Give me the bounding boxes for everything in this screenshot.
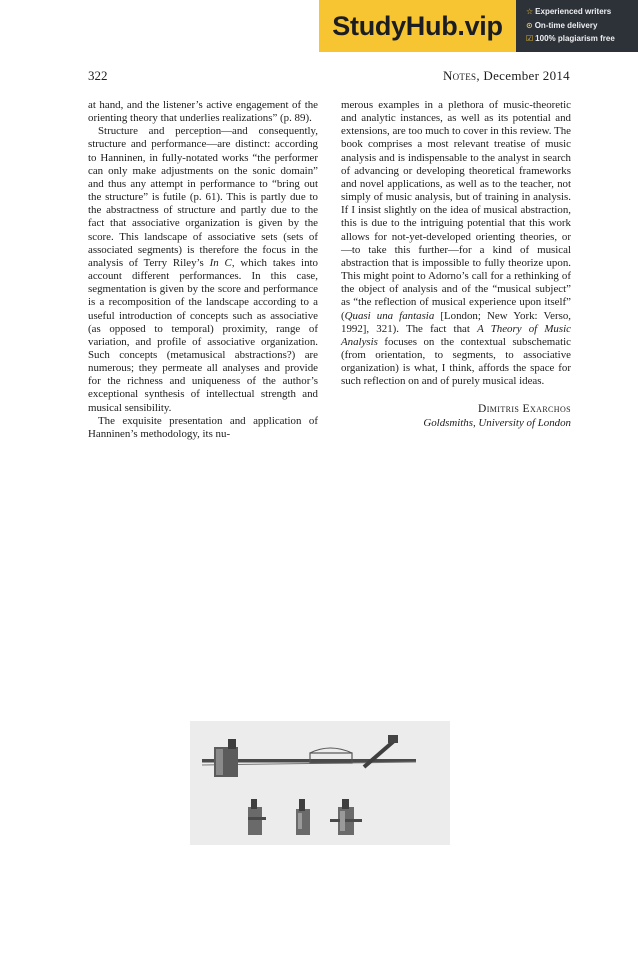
- italic-title: A Theory of Music Analysis: [341, 322, 571, 348]
- perk-item: [526, 32, 638, 46]
- text-run: merous examples in a plethora of music-theoretic and analytic instances, as well as its potential and extensions, are too much to cover in this review. The book comprises a most relevant treatise of music analysis and is indispensable to the analyst in search of advancing or developing theoretical frameworks and novel applications, as well as to the teacher, not simply of music analysis, but of training in analysis. If I insist slightly on the idea of musical abstraction, this is due to the intriguing potential that this work allows for not-yet-developed orienting theories, or—to take this further—for a kind of musical abstraction that is impossible to fully theorize upon. This might point to Adorno’s call for a rethinking of the object of analysis and of the “musical subject” as “the reflection of musical experience upon itself” (: [341, 99, 571, 322]
- paragraph: [341, 99, 571, 388]
- author-name: Dimitris Exarchos: [477, 403, 571, 416]
- text-column-left: [88, 99, 318, 441]
- paragraph: [88, 415, 318, 441]
- text-run: Structure and perception—and consequently, structure and performance—are distinct: according to Hanninen, in fully-notated works “the performer can only make adjustments on the sonic domain” and thus any attempt in performance to “bring out the structure” is futile (p. 61). This is partly due to the abstractness of structure and partly due to the fact that associative organization is given by the score. This landscape of associative sets (sets of associated segments) is therefore the focus in the analysis of Terry Riley’s: [88, 125, 318, 269]
- wooden-instrument-figure: [190, 721, 450, 845]
- perk-text: 100% plagiarism free: [535, 34, 615, 43]
- text-column-right: [341, 99, 571, 430]
- perks-list: [526, 5, 638, 46]
- running-head: [443, 68, 570, 84]
- page-number: 322: [88, 68, 108, 83]
- italic-title: In C: [209, 256, 232, 269]
- star-icon: ☆: [526, 7, 534, 16]
- right-column-body: [341, 99, 571, 388]
- perk-text: Experienced writers: [535, 7, 612, 16]
- perk-item: [526, 19, 638, 33]
- brand-logo[interactable]: StudyHub.vip: [319, 0, 516, 52]
- text-run: The exquisite presentation and application of Hanninen’s methodology, its nu-: [88, 414, 318, 440]
- text-run: at hand, and the listener’s active engagement of the orienting theory that underlies realizations” (p. 89).: [88, 99, 318, 125]
- perk-item: [526, 5, 638, 19]
- perk-text: On-time delivery: [534, 20, 598, 30]
- journal-title: Notes: [442, 68, 477, 83]
- text-run: [London; New York: Verso, 1992], 321). The fact that: [341, 309, 571, 335]
- paragraph: [88, 125, 318, 414]
- paragraph: [88, 99, 318, 125]
- text-run: focuses on the contextual subschematic (from orientation, to segments, to associative organization) is what, I think, affords the space for such reflection on and of purely musical ideas.: [341, 335, 571, 388]
- clock-icon: ⊙: [526, 20, 533, 30]
- issue-date: , December 2014: [476, 68, 570, 83]
- check-icon: ☑: [526, 34, 534, 43]
- text-run: , which takes into account different performances. In this case, segmentation is given by the score and performance is a recomposition of the landscape according to a useful introduction of concepts such as associative (as opposed to temporal) proximity, range of variation, and profile of associative organization. Such concepts (metamusical abstractions?) are numerous; they permeate all analyses and provide for the richness and uniqueness of the author’s exceptional synthesis of intellectual strength and musical sensibility.: [88, 256, 319, 414]
- author-affiliation: Goldsmiths, University of London: [423, 417, 571, 430]
- ad-banner[interactable]: [319, 0, 638, 52]
- signature-block: [341, 402, 571, 430]
- italic-title: Quasi una fantasia: [344, 309, 435, 322]
- instrument-photo: [190, 721, 450, 845]
